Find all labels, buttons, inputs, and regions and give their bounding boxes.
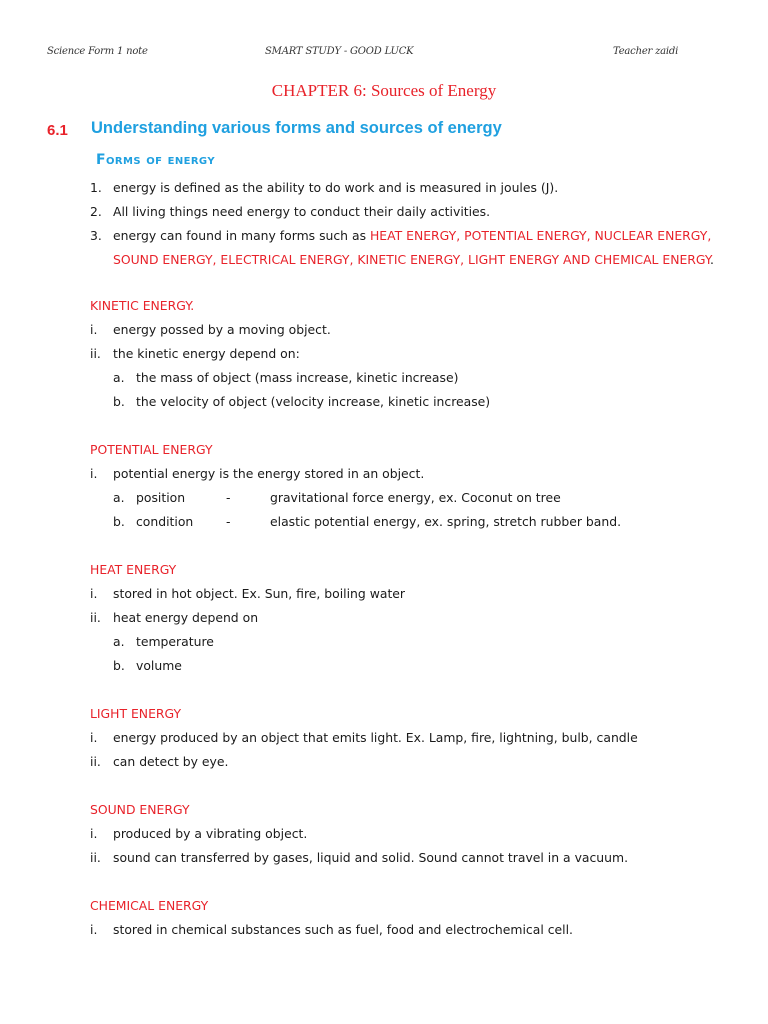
list-item: volume — [136, 658, 182, 673]
list-item — [113, 228, 711, 244]
heading-potential-energy: POTENTIAL ENERGY — [90, 442, 213, 457]
header-left: Science Form 1 note — [47, 46, 148, 57]
list-marker: i. — [90, 730, 98, 745]
list-item: stored in chemical substances such as fuel, food and electrochemical cell. — [113, 922, 573, 937]
list-marker: b. — [113, 658, 125, 673]
list-marker: b. — [113, 394, 125, 409]
list-marker: a. — [113, 490, 125, 505]
list-marker: ii. — [90, 346, 101, 361]
list-marker: a. — [113, 634, 125, 649]
list-marker: i. — [90, 586, 98, 601]
list-marker: 1. — [90, 180, 102, 195]
heading-light-energy: LIGHT ENERGY — [90, 706, 182, 721]
list-marker: i. — [90, 826, 98, 841]
term-description: gravitational force energy, ex. Coconut on tree — [270, 490, 561, 505]
list-item: energy is defined as the ability to do work and is measured in joules (J). — [113, 180, 559, 195]
list-marker: 2. — [90, 204, 102, 219]
list-item: energy possed by a moving object. — [113, 322, 331, 337]
energy-forms-highlight: SOUND ENERGY, ELECTRICAL ENERGY, KINETIC ENERGY, LIGHT ENERGY AND CHEMICAL ENERGY — [113, 252, 710, 267]
list-item: produced by a vibrating object. — [113, 826, 308, 841]
list-item: heat energy depend on — [113, 610, 259, 625]
list-item: the velocity of object (velocity increase, kinetic increase) — [136, 394, 491, 409]
list-marker: b. — [113, 514, 125, 529]
list-item-text: energy can found in many forms such as — [113, 228, 370, 243]
heading-sound-energy: SOUND ENERGY — [90, 802, 190, 817]
heading-kinetic-energy: KINETIC ENERGY. — [90, 298, 195, 313]
list-item: temperature — [136, 634, 214, 649]
list-item-end: . — [709, 252, 714, 267]
term-label: position — [136, 490, 186, 505]
list-marker: i. — [90, 322, 98, 337]
list-item: the kinetic energy depend on: — [113, 346, 300, 361]
list-marker: ii. — [90, 850, 101, 865]
list-item: can detect by eye. — [113, 754, 229, 769]
list-marker: a. — [113, 370, 125, 385]
header-center: SMART STUDY - GOOD LUCK — [265, 46, 414, 57]
list-item-continuation — [113, 252, 714, 268]
section-title: Understanding various forms and sources of energy — [91, 119, 502, 137]
list-marker: i. — [90, 922, 98, 937]
subsection-title: Forms of energy — [96, 152, 215, 168]
list-item: All living things need energy to conduct their daily activities. — [113, 204, 491, 219]
term-dash: - — [226, 490, 231, 505]
heading-chemical-energy: CHEMICAL ENERGY — [90, 898, 209, 913]
heading-heat-energy: HEAT ENERGY — [90, 562, 177, 577]
energy-forms-highlight: HEAT ENERGY, POTENTIAL ENERGY, NUCLEAR ENERGY, — [369, 228, 712, 243]
term-dash: - — [226, 514, 231, 529]
section-number: 6.1 — [47, 122, 68, 139]
list-item: sound can transferred by gases, liquid and solid. Sound cannot travel in a vacuum. — [113, 850, 629, 865]
list-item: the mass of object (mass increase, kinetic increase) — [136, 370, 459, 385]
term-label: condition — [136, 514, 194, 529]
list-marker: ii. — [90, 754, 101, 769]
chapter-title: CHAPTER 6: Sources of Energy — [271, 81, 497, 100]
term-description: elastic potential energy, ex. spring, stretch rubber band. — [270, 514, 622, 529]
list-marker: ii. — [90, 610, 101, 625]
header-right: Teacher zaidi — [613, 46, 679, 57]
list-marker: i. — [90, 466, 98, 481]
list-item: stored in hot object. Ex. Sun, fire, boiling water — [113, 586, 406, 601]
list-item: potential energy is the energy stored in an object. — [113, 466, 425, 481]
list-item: energy produced by an object that emits light. Ex. Lamp, fire, lightning, bulb, candle — [113, 730, 638, 745]
list-marker: 3. — [90, 228, 102, 243]
